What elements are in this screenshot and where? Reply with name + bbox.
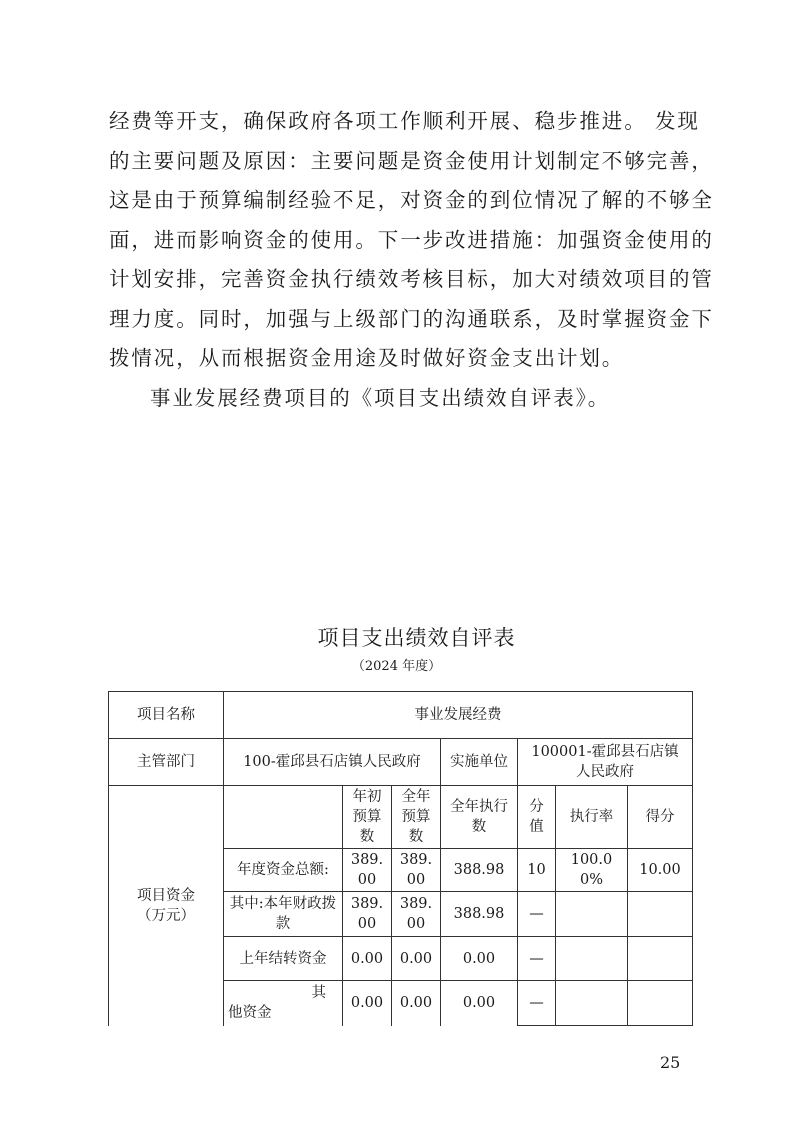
project-name-row (109, 692, 693, 739)
execution-rate-cell (556, 849, 628, 892)
department-value: 100-霍邱县石店镇人民政府 (224, 739, 441, 786)
annual-budget-value: 389.00 (399, 896, 433, 932)
score-cell (628, 892, 693, 937)
row-label: 上年结转资金 (224, 937, 343, 981)
implementer-label (441, 739, 518, 786)
table-title: 项目支出绩效自评表 (317, 626, 516, 650)
annual-budget-value: 389.00 (399, 852, 433, 888)
score-cell (628, 981, 693, 1026)
paragraph-line: 经费等开支，确保政府各项工作顺利开展、稳步推进。 发现 (109, 109, 700, 133)
header-initial-budget (343, 786, 392, 849)
header-annual-budget-text: 全年预算数 (401, 789, 431, 845)
department-label: 主管部门 (109, 739, 224, 786)
implementer-label-text: 实施单位 (450, 754, 508, 770)
funds-header-row (109, 786, 693, 849)
intro-line: 事业发展经费项目的《项目支出绩效自评表》。 (150, 385, 611, 410)
table-subtitle: （2024 年度） (351, 659, 442, 674)
score-value-cell: 10 (518, 849, 556, 892)
row-label-header-empty (224, 786, 343, 849)
execution-rate-value: 100.00% (570, 852, 613, 888)
execution-rate-cell (556, 981, 628, 1026)
annual-execution-cell: 0.00 (441, 937, 518, 981)
execution-rate-cell (556, 937, 628, 981)
row-label-text: 其中:本年财政拨款 (229, 896, 337, 932)
header-initial-budget-text: 年初预算数 (352, 789, 382, 845)
score-cell: 10.00 (628, 849, 693, 892)
score-value-cell: — (518, 981, 556, 1026)
annual-execution-cell: 0.00 (441, 981, 518, 1026)
row-label-bottom: 他资金 (228, 1005, 272, 1022)
header-execution-rate: 执行率 (556, 786, 628, 849)
project-name-label: 项目名称 (109, 692, 224, 739)
page-number: 25 (660, 1053, 681, 1072)
annual-budget-cell: 0.00 (392, 937, 441, 981)
body-paragraph (109, 102, 714, 418)
score-value-cell: — (518, 892, 556, 937)
header-annual-execution-text: 全年执行数 (450, 799, 508, 835)
project-name-value: 事业发展经费 (224, 692, 693, 739)
initial-budget-value: 389.00 (350, 852, 384, 888)
score-cell (628, 937, 693, 981)
paragraph-line: 这是由于预算编制经验不足，对资金的到位情况了解的不够全 (109, 188, 714, 212)
initial-budget-cell: 0.00 (343, 981, 392, 1026)
header-annual-execution (441, 786, 518, 849)
implementer-value (518, 739, 693, 786)
header-score: 得分 (628, 786, 693, 849)
annual-budget-cell (392, 892, 441, 937)
row-label (224, 981, 343, 1026)
row-label-top: 其 (311, 985, 326, 1002)
execution-rate-cell (556, 892, 628, 937)
initial-budget-value: 389.00 (350, 896, 384, 932)
annual-budget-cell (392, 849, 441, 892)
annual-execution-cell: 388.98 (441, 892, 518, 937)
score-value-cell: — (518, 937, 556, 981)
initial-budget-cell: 0.00 (343, 937, 392, 981)
implementer-value-text: 100001-霍邱县石店镇人民政府 (531, 744, 679, 780)
annual-execution-cell: 388.98 (441, 849, 518, 892)
initial-budget-cell (343, 892, 392, 937)
funds-label (109, 786, 224, 1026)
header-annual-budget (392, 786, 441, 849)
paragraph-line: 计划安排，完善资金执行绩效考核目标，加大对绩效项目的管 (109, 267, 714, 291)
department-row (109, 739, 693, 786)
funds-label-text: 项目资金（万元） (137, 887, 195, 924)
initial-budget-cell (343, 849, 392, 892)
paragraph-line: 拨情况，从而根据资金用途及时做好资金支出计划。 (109, 346, 625, 370)
performance-evaluation-table (108, 691, 693, 1026)
header-score-value-text: 分值 (529, 799, 544, 835)
row-label: 年度资金总额: (224, 849, 343, 892)
paragraph-line: 理力度。同时，加强与上级部门的沟通联系，及时掌握资金下 (109, 306, 714, 331)
paragraph-line: 面，进而影响资金的使用。下一步改进措施：加强资金使用的 (109, 227, 714, 252)
row-label (224, 892, 343, 937)
paragraph-line: 的主要问题及原因：主要问题是资金使用计划制定不够完善， (109, 148, 714, 173)
annual-budget-cell: 0.00 (392, 981, 441, 1026)
header-score-value (518, 786, 556, 849)
